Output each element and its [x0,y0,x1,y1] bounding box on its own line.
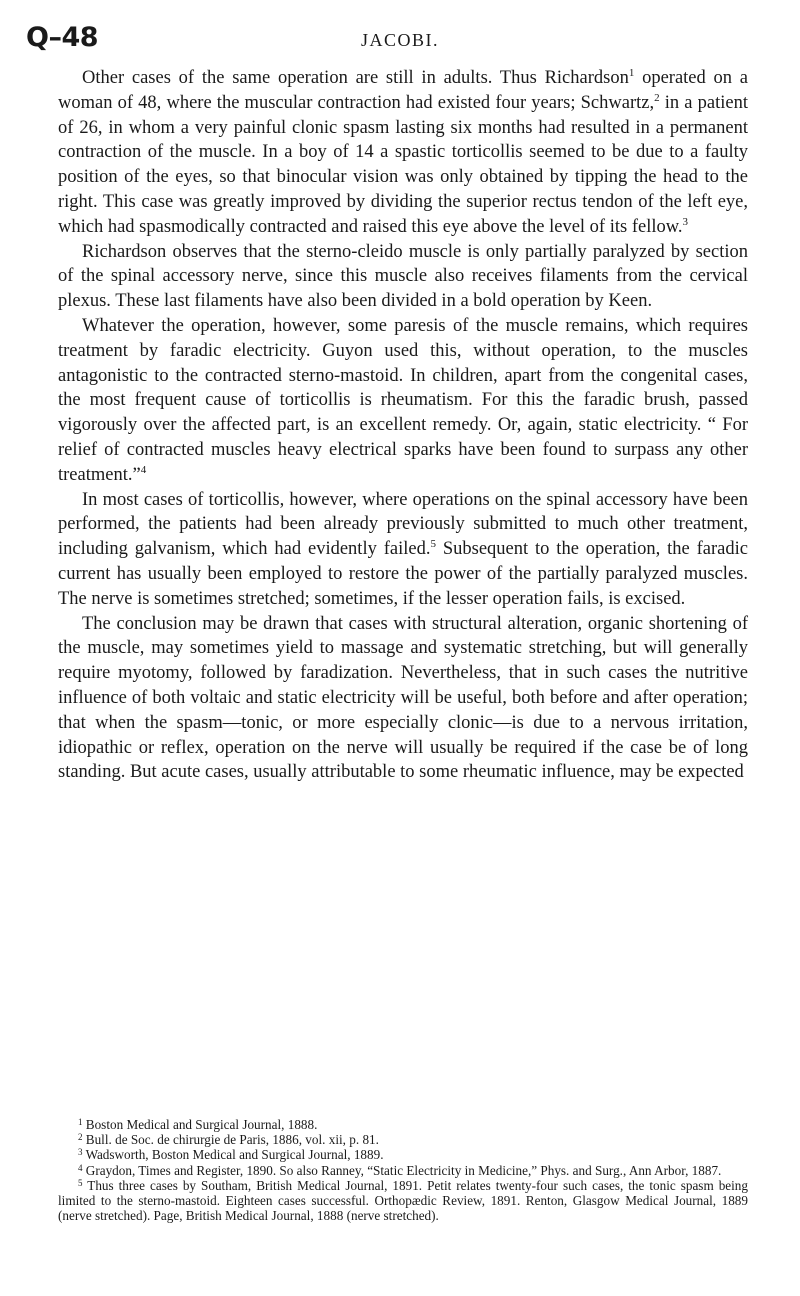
paragraph-4 [58,488,748,612]
footnote-text: Wadsworth, Boston Medical and Surgical Journal, 1889. [85,1147,384,1163]
footnote [58,1132,748,1147]
footnote-text: Boston Medical and Surgical Journal, 1888. [85,1117,318,1132]
running-head: JACOBI. [360,30,439,50]
page-number: Q–48 [26,22,99,53]
footnote [58,1117,748,1132]
paragraph-2: Richardson observes that the sterno-cleido muscle is only partially paralyzed by section of the spinal accessory nerve, since this muscle also receives filaments from the cervical plexus. These last filaments have also been divided in a bold operation by Keen. [58,241,748,312]
paragraph-5: The conclusion may be drawn that cases with structural alteration, organic shortening of the muscle, may sometimes yield to massage and systematic stretching, but will generally require myotomy, followed by faradization. Nevertheless, that in such cases the nutritive influence of both voltaic and static electricity will be useful, both before and after operation; that when the spasm—tonic, or more especially clonic—is due to a nervous irritation, idiopathic or reflex, operation on the nerve will usually be required if the case be of long standing. But acute cases, usually attributable to some rheumatic influence, may be expected [58,613,748,783]
footnote-text: Thus three cases by Southam, British Medical Journal, 1891. Petit relates twenty-four such cases, the tonic spasm being limited to the sterno-mastoid. Eighteen cases successful. Orthopædic Review, 1891. Renton, Glasgow Medical Journal, 1889 (nerve stretched). Page, British Medical Journal, 1888 (nerve stretched). [58,1177,748,1224]
footnote-ref: 3 [682,215,689,228]
footnote-mark: 3 [78,1147,83,1158]
footnote-mark: 5 [78,1177,83,1188]
text-run: In most cases of torticollis, however, where operations on the spinal accessory have been performed, the patients had been already previously submitted to much other treatment, including galvanism, which had evidently failed. [58,489,748,560]
footnote-text: Bull. de Soc. de chirurgie de Paris, 1886, vol. xii, p. 81. [85,1132,379,1148]
footnote [58,1178,748,1224]
paragraph-1 [58,66,748,240]
page-header [26,22,774,62]
footnote [58,1147,748,1162]
text-run: Other cases of the same operation are still in adults. Thus Richardson [82,68,629,88]
paragraph-3 [58,314,748,488]
footnote-ref: 2 [654,91,660,104]
footnote-mark: 4 [78,1162,83,1173]
footnote [58,1163,748,1178]
text-run: operated on a woman of 48, where the muscular contraction had existed four years; Schwartz, [58,68,748,113]
footnotes [58,1117,748,1223]
footnote-text: Graydon, Times and Register, 1890. So also Ranney, “Static Electricity in Medicine,” Phys. and Surg., Ann Arbor, 1887. [85,1162,722,1178]
text-run: in a patient of 26, in whom a very painful clonic spasm lasting six months had resulted in a permanent contraction of the muscle. In a boy of 14 a spastic torticollis seemed to be due to a faulty position of the eyes, so that binocular vision was only obtained by tipping the head to the right. This case was greatly improved by dividing the superior rectus tendon of the left eye, which had spasmodically contracted and raised this eye above the level of its fellow. [58,92,748,237]
footnote-ref: 4 [140,463,147,476]
footnote-ref: 5 [430,538,436,551]
footnote-mark: 2 [78,1132,83,1143]
text-run: Subsequent to the operation, the faradic current has usually been employed to restore the power of the partially paralyzed muscles. The nerve is sometimes stretched; sometimes, if the lesser operation fails, is excised. [58,539,748,609]
body-text [58,66,748,785]
footnote-mark: 1 [78,1117,83,1127]
text-run: Whatever the operation, however, some paresis of the muscle remains, which requires treatment by faradic electricity. Guyon used this, without operation, to the muscles antagonistic to the contracted sterno-mastoid. In children, apart from the congenital cases, the most frequent cause of torticollis is rheumatism. For this the faradic brush, passed vigorously over the affected part, is an excellent remedy. Or, again, static electricity. “ For relief of contracted muscles heavy electrical sparks have been found to surpass any other treatment.” [58,315,748,485]
footnote-ref: 1 [628,67,635,79]
